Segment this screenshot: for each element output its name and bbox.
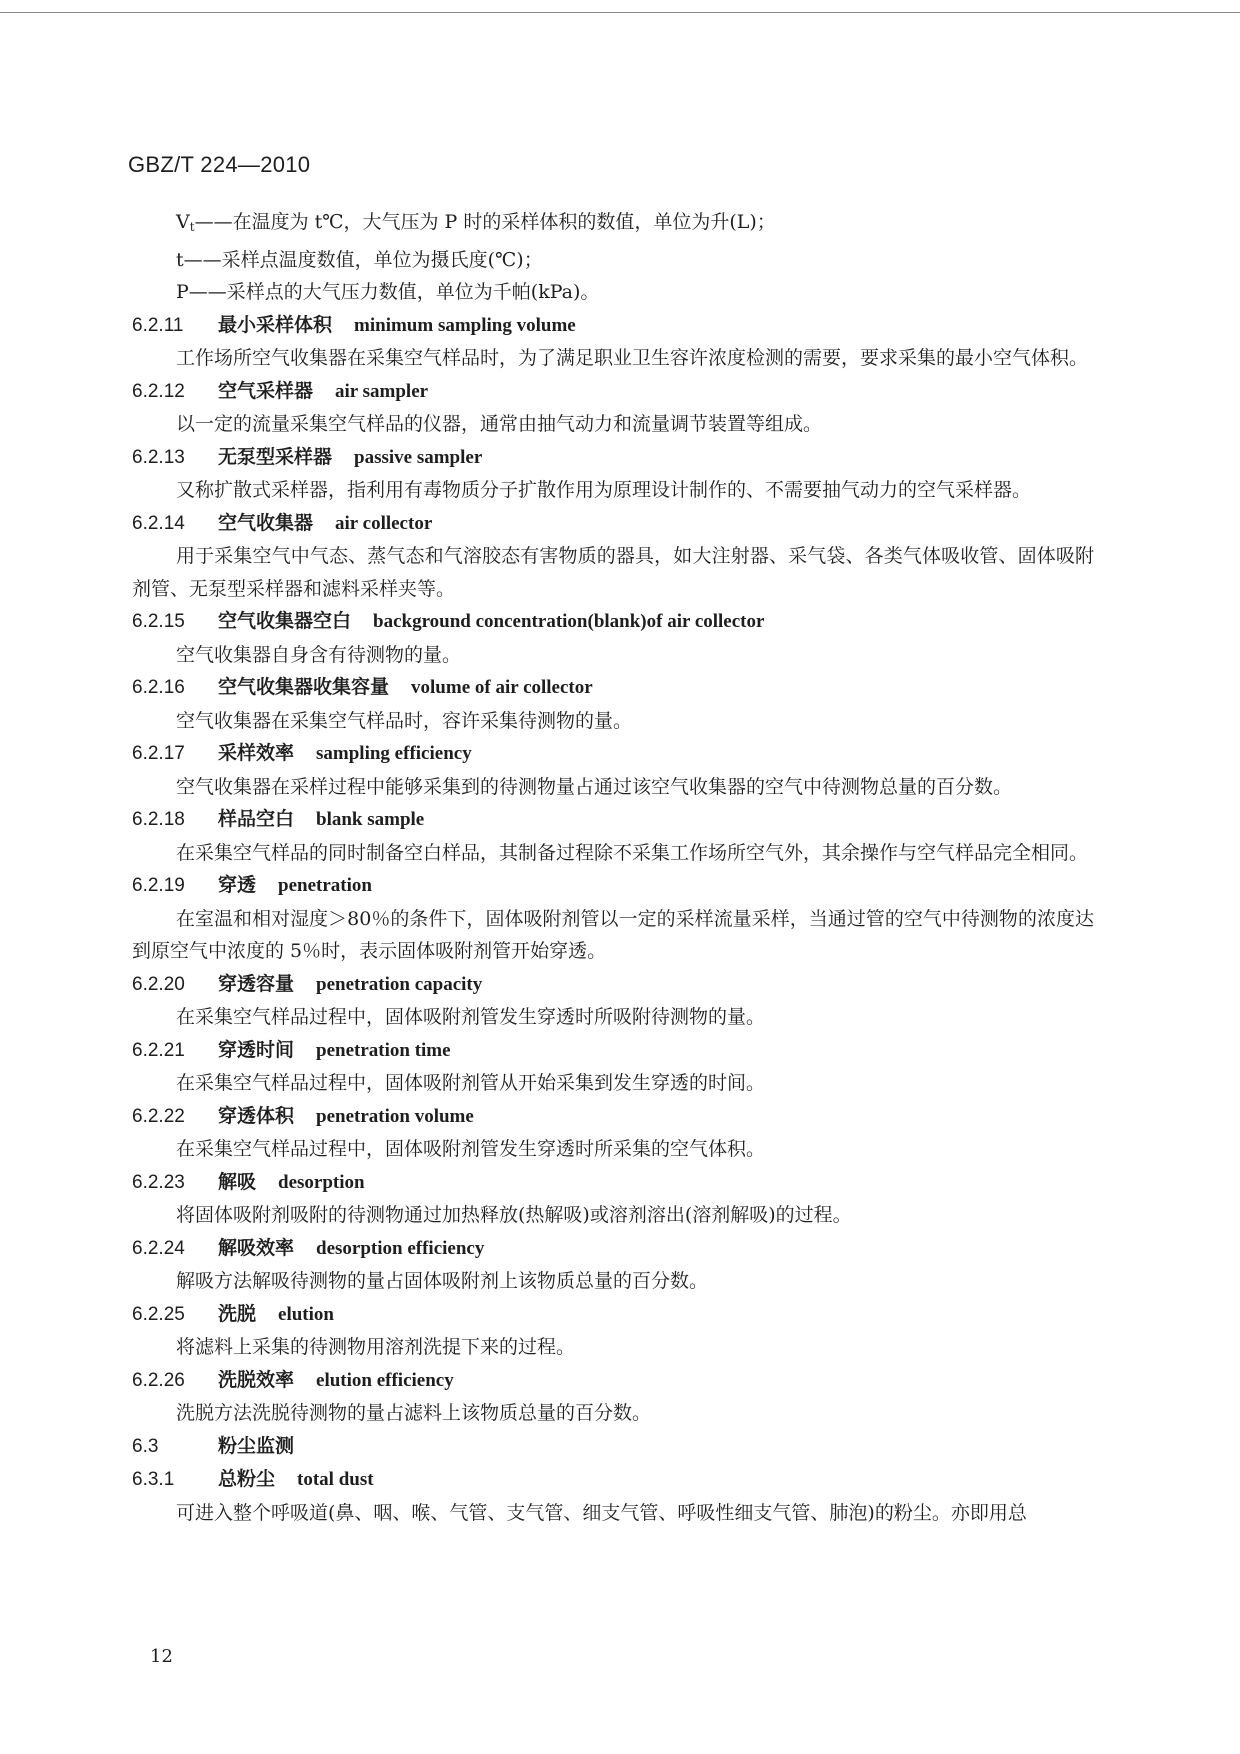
- clause-number: 6.2.12: [132, 380, 185, 402]
- clause-number: 6.2.16: [132, 677, 185, 698]
- term-chinese: 穿透时间: [218, 1038, 295, 1061]
- term-definition: 以一定的流量采集空气样品的仪器，通常由抽气动力和流量调节装置等组成。: [176, 413, 823, 435]
- term-english: air collector: [335, 512, 433, 534]
- clause-number: 6.2.11: [132, 314, 184, 336]
- term-english: blank sample: [316, 809, 425, 830]
- term-chinese: 样品空白: [218, 808, 295, 830]
- page-body: [132, 206, 1094, 1529]
- term-english: elution: [278, 1303, 334, 1325]
- term-english: background concentration(blank)of air collector: [373, 611, 765, 632]
- term-english: sampling efficiency: [316, 743, 472, 764]
- clause-number: 6.2.20: [132, 973, 185, 995]
- term-english: penetration volume: [316, 1105, 474, 1127]
- term-chinese: 解吸: [218, 1170, 257, 1193]
- term-chinese: 洗脱: [218, 1302, 257, 1325]
- term-definition: 工作场所空气收集器在采集空气样品时，为了满足职业卫生容许浓度检测的需要，要求采集的最小空气体积。: [176, 347, 1089, 369]
- term-english: passive sampler: [354, 446, 483, 468]
- clause-number: 6.2.23: [132, 1171, 185, 1193]
- term-heading: [132, 309, 1094, 343]
- clause-number: 6.2.13: [132, 446, 185, 468]
- clause-number: 6.2.22: [132, 1105, 185, 1127]
- clause-number: 6.2.15: [132, 611, 185, 632]
- variable-symbol: t: [176, 248, 184, 271]
- term-english: penetration: [278, 875, 372, 896]
- term-chinese: 无泵型采样器: [218, 445, 333, 468]
- top-rule: [0, 12, 1240, 13]
- section-number: 6.3: [132, 1435, 159, 1457]
- term-english: desorption: [278, 1171, 365, 1193]
- term-definition: 在采集空气样品的同时制备空白样品，其制备过程除不采集工作场所空气外，其余操作与空气样品完全相同。: [176, 841, 1089, 864]
- clause-number: 6.2.18: [132, 809, 185, 830]
- term-heading: [132, 1166, 1094, 1200]
- term-heading: [132, 803, 1094, 837]
- section-heading: [132, 1430, 1094, 1464]
- term-heading: [132, 1034, 1094, 1068]
- term-heading: [132, 1100, 1094, 1134]
- term-english: total dust: [297, 1469, 374, 1490]
- term-heading: [132, 1463, 1094, 1497]
- variable-definition: [132, 276, 1094, 309]
- page-number: 12: [150, 1646, 173, 1667]
- term-definition: 空气收集器在采样过程中能够采集到的待测物量占通过该空气收集器的空气中待测物总量的百分数。: [176, 775, 1013, 798]
- term-chinese: 洗脱效率: [218, 1368, 295, 1391]
- term-chinese: 穿透体积: [218, 1104, 295, 1127]
- term-definition: 空气收集器在采集空气样品时，容许采集待测物的量。: [176, 709, 633, 732]
- clause-number: 6.3.1: [132, 1469, 175, 1490]
- term-chinese: 穿透: [218, 874, 257, 896]
- clause-number: 6.2.24: [132, 1237, 185, 1259]
- term-chinese: 总粉尘: [218, 1468, 276, 1490]
- term-chinese: 空气收集器空白: [218, 610, 352, 632]
- term-heading: [132, 1298, 1094, 1332]
- clause-number: 6.2.17: [132, 743, 185, 764]
- term-definition: 在室温和相对湿度＞80％的条件下，固体吸附剂管以一定的采样流量采样，当通过管的空气中待测物的浓度达到原空气中浓度的 5％时，表示固体吸附剂管开始穿透。: [132, 907, 1094, 962]
- variable-description: ——采样点温度数值，单位为摄氏度(℃)；: [183, 248, 543, 271]
- variable-definition: [132, 244, 1094, 277]
- term-chinese: 穿透容量: [218, 972, 295, 995]
- term-english: penetration capacity: [316, 973, 483, 995]
- variable-definition: [132, 206, 1094, 244]
- clause-number: 6.2.21: [132, 1039, 185, 1061]
- term-heading: [132, 671, 1094, 705]
- term-definition: 将滤料上采集的待测物用溶剂洗提下来的过程。: [176, 1336, 576, 1358]
- term-chinese: 解吸效率: [218, 1236, 295, 1259]
- section-title: 粉尘监测: [218, 1434, 295, 1457]
- clause-number: 6.2.25: [132, 1303, 185, 1325]
- term-english: volume of air collector: [411, 677, 593, 698]
- term-english: desorption efficiency: [316, 1237, 485, 1259]
- term-heading: [132, 1364, 1094, 1398]
- term-chinese: 最小采样体积: [218, 313, 333, 336]
- term-definition: 在采集空气样品过程中，固体吸附剂管发生穿透时所吸附待测物的量。: [176, 1006, 766, 1028]
- variable-subscript: t: [189, 220, 195, 234]
- variable-symbol: V: [176, 211, 190, 233]
- term-definition: 空气收集器自身含有待测物的量。: [176, 643, 462, 666]
- term-chinese: 空气收集器: [218, 511, 314, 534]
- term-definition: 在采集空气样品过程中，固体吸附剂管发生穿透时所采集的空气体积。: [176, 1138, 766, 1160]
- term-english: penetration time: [316, 1039, 451, 1061]
- term-english: air sampler: [335, 380, 429, 402]
- term-english: minimum sampling volume: [354, 314, 576, 336]
- term-heading: [132, 737, 1094, 771]
- term-heading: [132, 441, 1094, 475]
- term-english: elution efficiency: [316, 1369, 454, 1391]
- term-definition: 解吸方法解吸待测物的量占固体吸附剂上该物质总量的百分数。: [176, 1270, 709, 1292]
- term-definition: 洗脱方法洗脱待测物的量占滤料上该物质总量的百分数。: [176, 1402, 652, 1424]
- term-definition: 可进入整个呼吸道(鼻、咽、喉、气管、支气管、细支气管、呼吸性细支气管、肺泡)的粉尘。亦即用总: [176, 1501, 1027, 1524]
- clause-number: 6.2.19: [132, 875, 185, 896]
- term-definition: 将固体吸附剂吸附的待测物通过加热释放(热解吸)或溶剂溶出(溶剂解吸)的过程。: [176, 1204, 852, 1226]
- term-chinese: 采样效率: [218, 742, 295, 764]
- term-heading: [132, 507, 1094, 541]
- clause-number: 6.2.14: [132, 512, 185, 534]
- term-heading: [132, 869, 1094, 903]
- variable-description: ——采样点的大气压力数值，单位为千帕(kPa)。: [188, 281, 600, 303]
- term-heading: [132, 1232, 1094, 1266]
- term-definition: 用于采集空气中气态、蒸气态和气溶胶态有害物质的器具，如大注射器、采气袋、各类气体吸收管、固体吸附剂管、无泵型采样器和滤料采样夹等。: [132, 545, 1094, 600]
- term-chinese: 空气采样器: [218, 379, 314, 402]
- variable-description: ——在温度为 t℃，大气压为 P 时的采样体积的数值，单位为升(L)；: [194, 211, 776, 233]
- standard-code: GBZ/T 224—2010: [128, 152, 311, 177]
- clause-number: 6.2.26: [132, 1369, 185, 1391]
- variable-symbol: P: [176, 281, 189, 303]
- term-definition: 在采集空气样品过程中，固体吸附剂管从开始采集到发生穿透的时间。: [176, 1072, 766, 1094]
- term-heading: [132, 375, 1094, 409]
- term-definition: 又称扩散式采样器，指利用有毒物质分子扩散作用为原理设计制作的、不需要抽气动力的空气采样器。: [176, 479, 1032, 501]
- term-chinese: 空气收集器收集容量: [218, 676, 390, 698]
- term-heading: [132, 968, 1094, 1002]
- term-heading: [132, 605, 1094, 639]
